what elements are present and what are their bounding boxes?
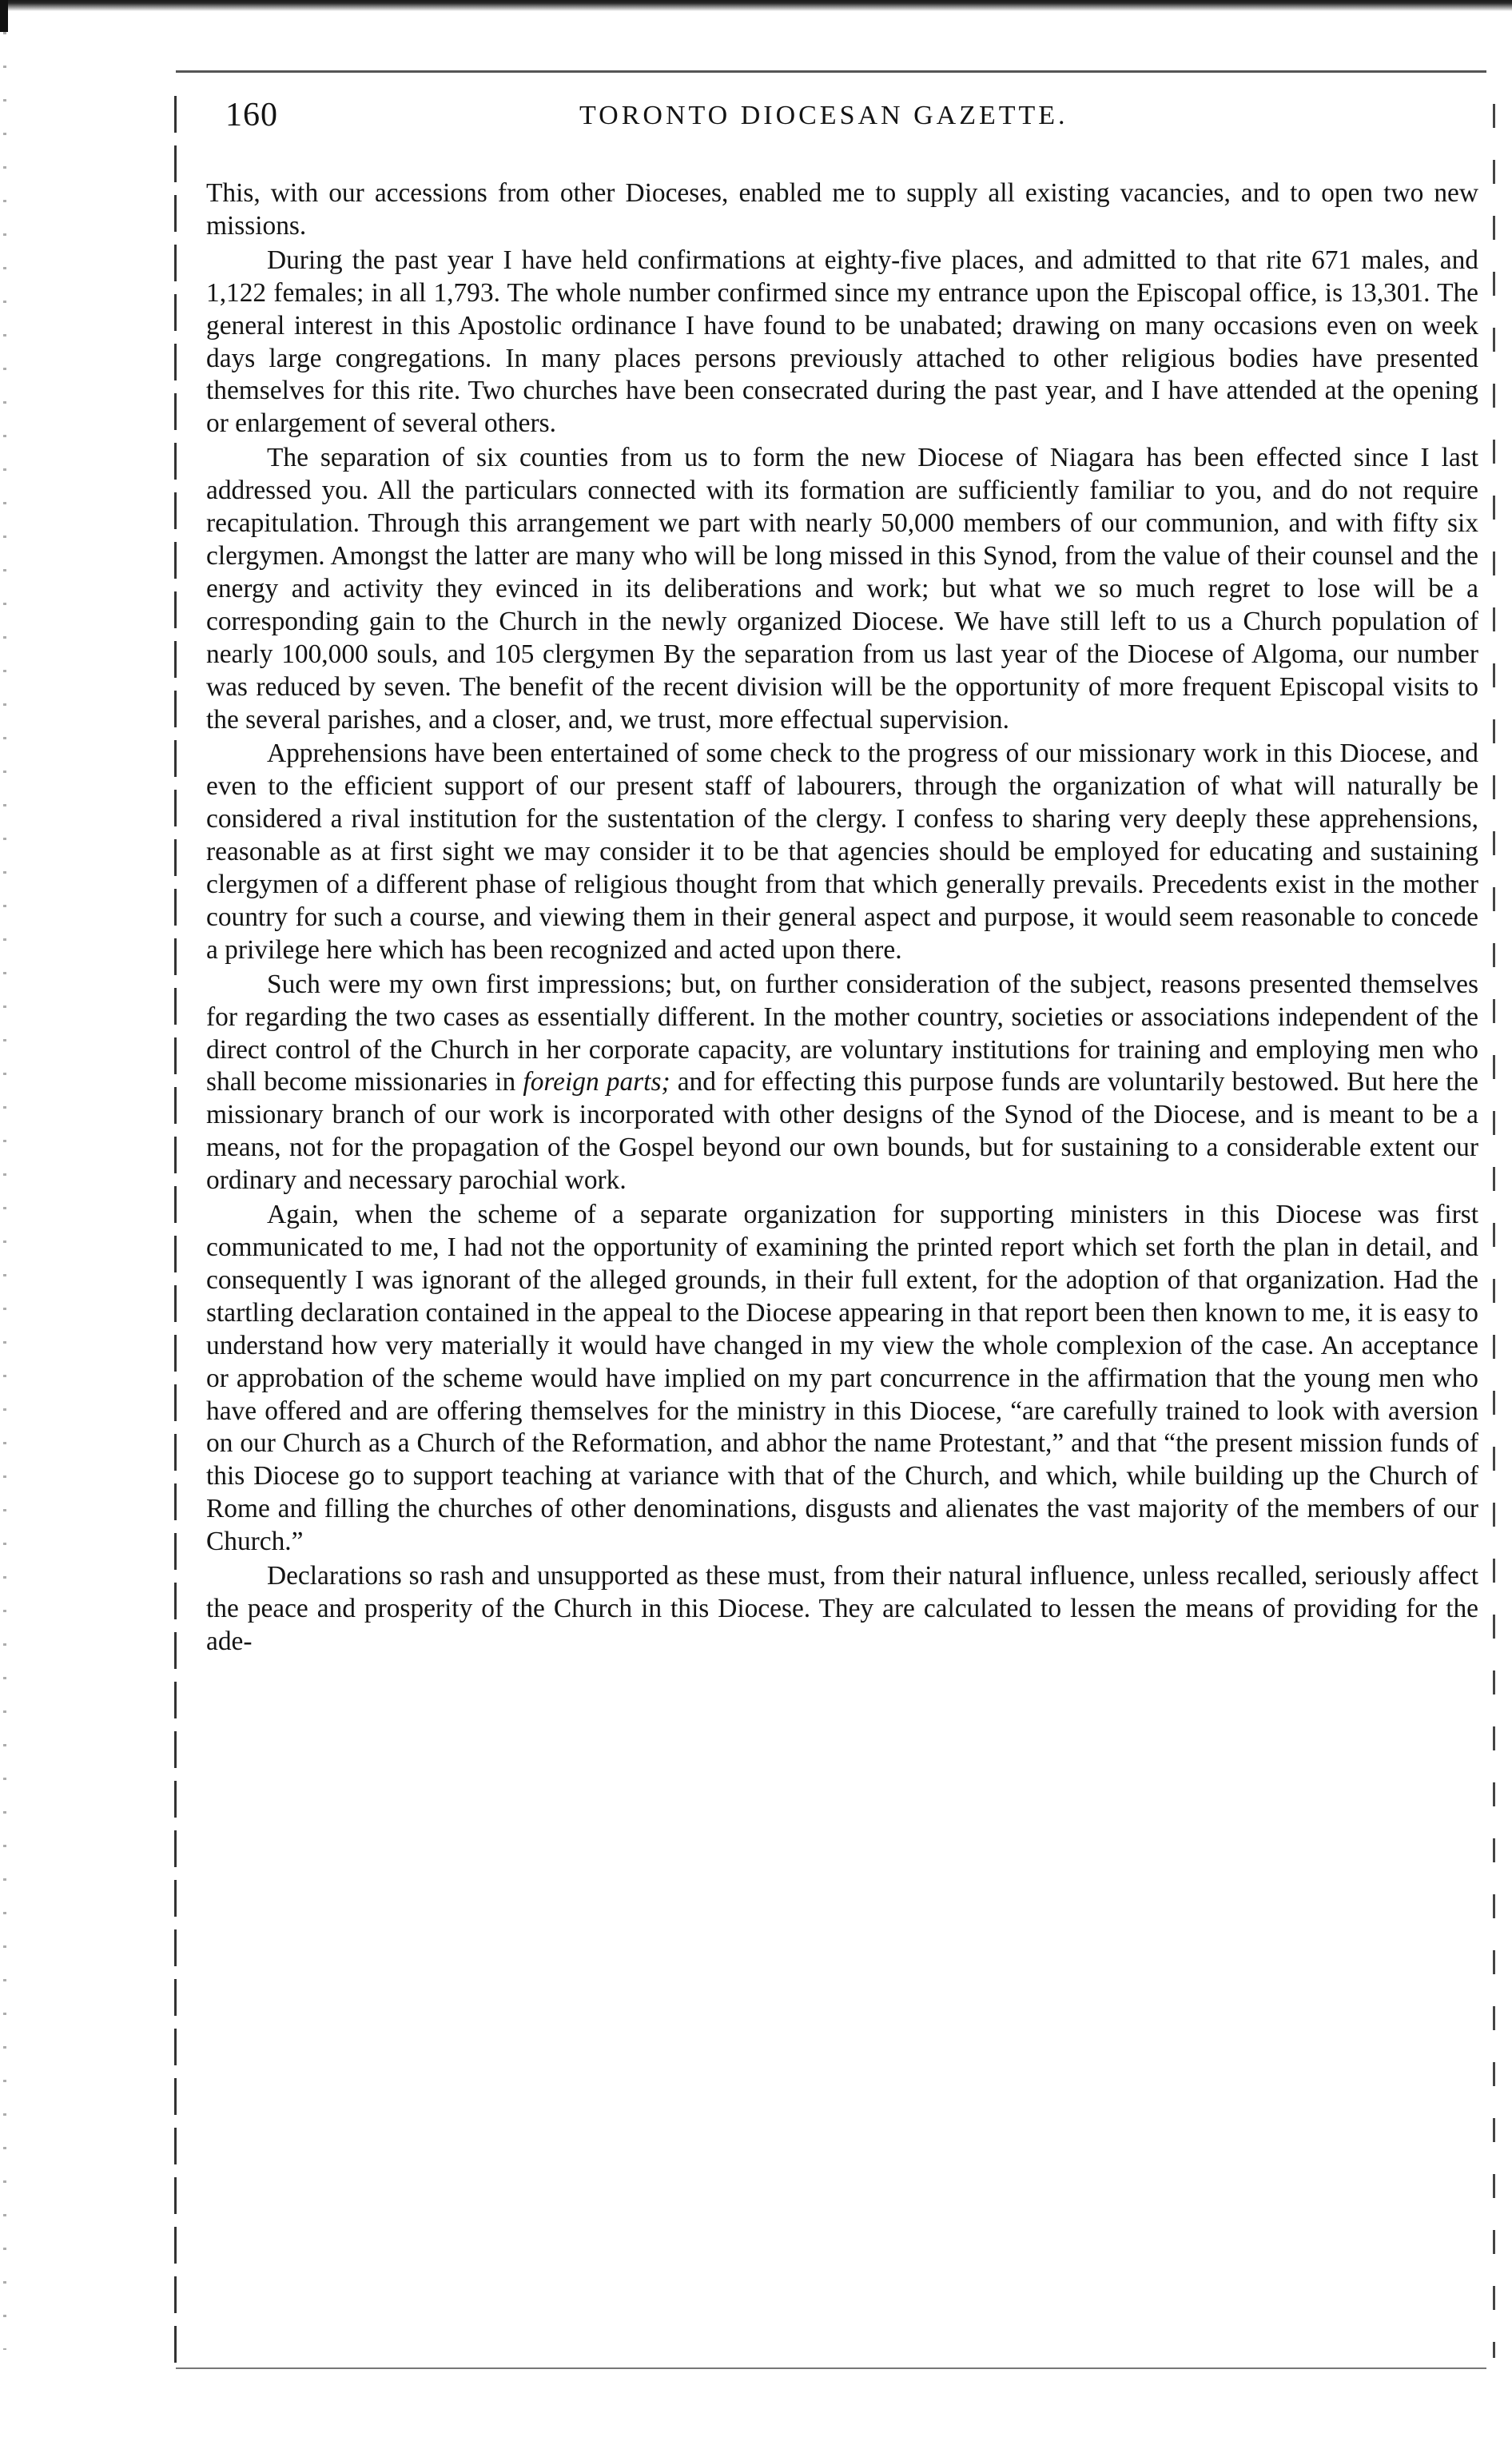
right-margin-rule <box>1493 104 1495 2358</box>
header-rule <box>176 70 1486 73</box>
italic-phrase: foreign parts; <box>523 1067 670 1097</box>
running-title: TORONTO DIOCESAN GAZETTE. <box>579 101 1068 130</box>
paragraph-7: Declarations so rash and unsupported as these must, from their natural influence, unless recalled, seriously affect the peace and prosperity of the Church in this Diocese. They are calculated to lessen the means of providing for the ade- <box>206 1561 1478 1656</box>
paragraph-1: This, with our accessions from other Dioceses, enabled me to supply all existing vacancies, and to open two new missions. <box>206 178 1478 241</box>
paragraph-6: Again, when the scheme of a separate organization for supporting ministers in this Diocese was first communicated to me, I had not the opportunity of examining the printed report which set forth the plan in detail, and consequently I was ignorant of the alleged grounds, in their full extent, for the adoption of that organization. Had the startling declaration contained in the appeal to the Diocese appearing in that report been then known to me, it is easy to understand how very materially it would have changed in my view the whole complexion of the case. An acceptance or approbation of the scheme would have implied on my part concurrence in the affirmation that the young men who have offered and are offering themselves for the ministry in this Diocese, “are carefully trained to look with aversion on our Church as a Church of the Reformation, and abhor the name Protestant,” and that “the present mission funds of this Diocese go to support teaching at variance with that of the Church, and which, while building up the Church of Rome and filling the churches of other denominations, disgusts and alienates the vast majority of the members of our Church.” <box>206 1200 1478 1557</box>
article-body <box>206 177 1478 1660</box>
paragraph-2: During the past year I have held confirmations at eighty-five places, and admitted to that rite 671 males, and 1,122 females; in all 1,793. The whole number confirmed since my entrance upon the Episcopal office, is 13,301. The general interest in this Apostolic ordinance I have found to be unabated; drawing on many occasions even on week days large congregations. In many places persons previously attached to other religious bodies have presented themselves for this rite. Two churches have been consecrated during the past year, and I have attended at the opening or enlargement of several others. <box>206 245 1478 439</box>
paragraph-5 <box>206 969 1478 1197</box>
paragraph-5-part-2: and for effecting this purpose funds are voluntarily bestowed. But here the missionary branch of our work is incorporated with other designs of the Synod of the Diocese, and is meant to be a means, not for the propagation of the Gospel beyond our own bounds, but for sustaining to a considerable extent our ordinary and necessary parochial work. <box>206 1067 1478 1196</box>
paragraph-3: The separation of six counties from us to form the new Diocese of Niagara has been effected since I last addressed you. All the particulars connected with its formation are sufficiently familiar to you, and do not require recapitulation. Through this arrangement we part with nearly 50,000 members of our communion, and with fifty six clergymen. Amongst the latter are many who will be long missed in this Synod, from the value of their counsel and the energy and activity they evinced in its deliberations and work; but what we so much regret to lose will be a corresponding gain to the Church in the newly organized Diocese. We have still left to us a Church population of nearly 100,000 souls, and 105 clergymen By the separation from us last year of the Diocese of Algoma, our number was reduced by seven. The benefit of the recent division will be the opportunity of more frequent Episcopal visits to the several parishes, and a closer, and, we trust, more effectual supervision. <box>206 443 1478 735</box>
paragraph-5-part-1: Such were my own first impressions; but, on further consideration of the subject, reasons presented themselves for regarding the two cases as essentially different. In the mother country, societies or associations independent of the direct control of the Church in her corporate capacity, are voluntary institutions for training and employing men who shall become missionaries in <box>206 969 1478 1097</box>
footer-rule <box>176 2367 1486 2369</box>
scan-corner-mark <box>0 0 8 32</box>
paragraph-4: Apprehensions have been entertained of some check to the progress of our missionary work in this Diocese, and even to the efficient support of our present staff of labourers, through the organization of what will naturally be considered a rival institution for the sustentation of the clergy. I confess to sharing very deeply these apprehensions, reasonable as at first sight we may consider it to be that agencies should be employed for educating and sustaining clergymen of a different phase of religious thought from that which generally prevails. Precedents exist in the mother country for such a course, and viewing them in their general aspect and purpose, it would seem reasonable to concede a privilege here which has been recognized and acted upon there. <box>206 739 1478 965</box>
scan-edge-shadow <box>0 0 1512 11</box>
page-edge-specks <box>3 32 6 2350</box>
page-number: 160 <box>225 97 278 133</box>
page-header <box>192 96 1478 144</box>
left-margin-rule <box>174 96 177 2366</box>
